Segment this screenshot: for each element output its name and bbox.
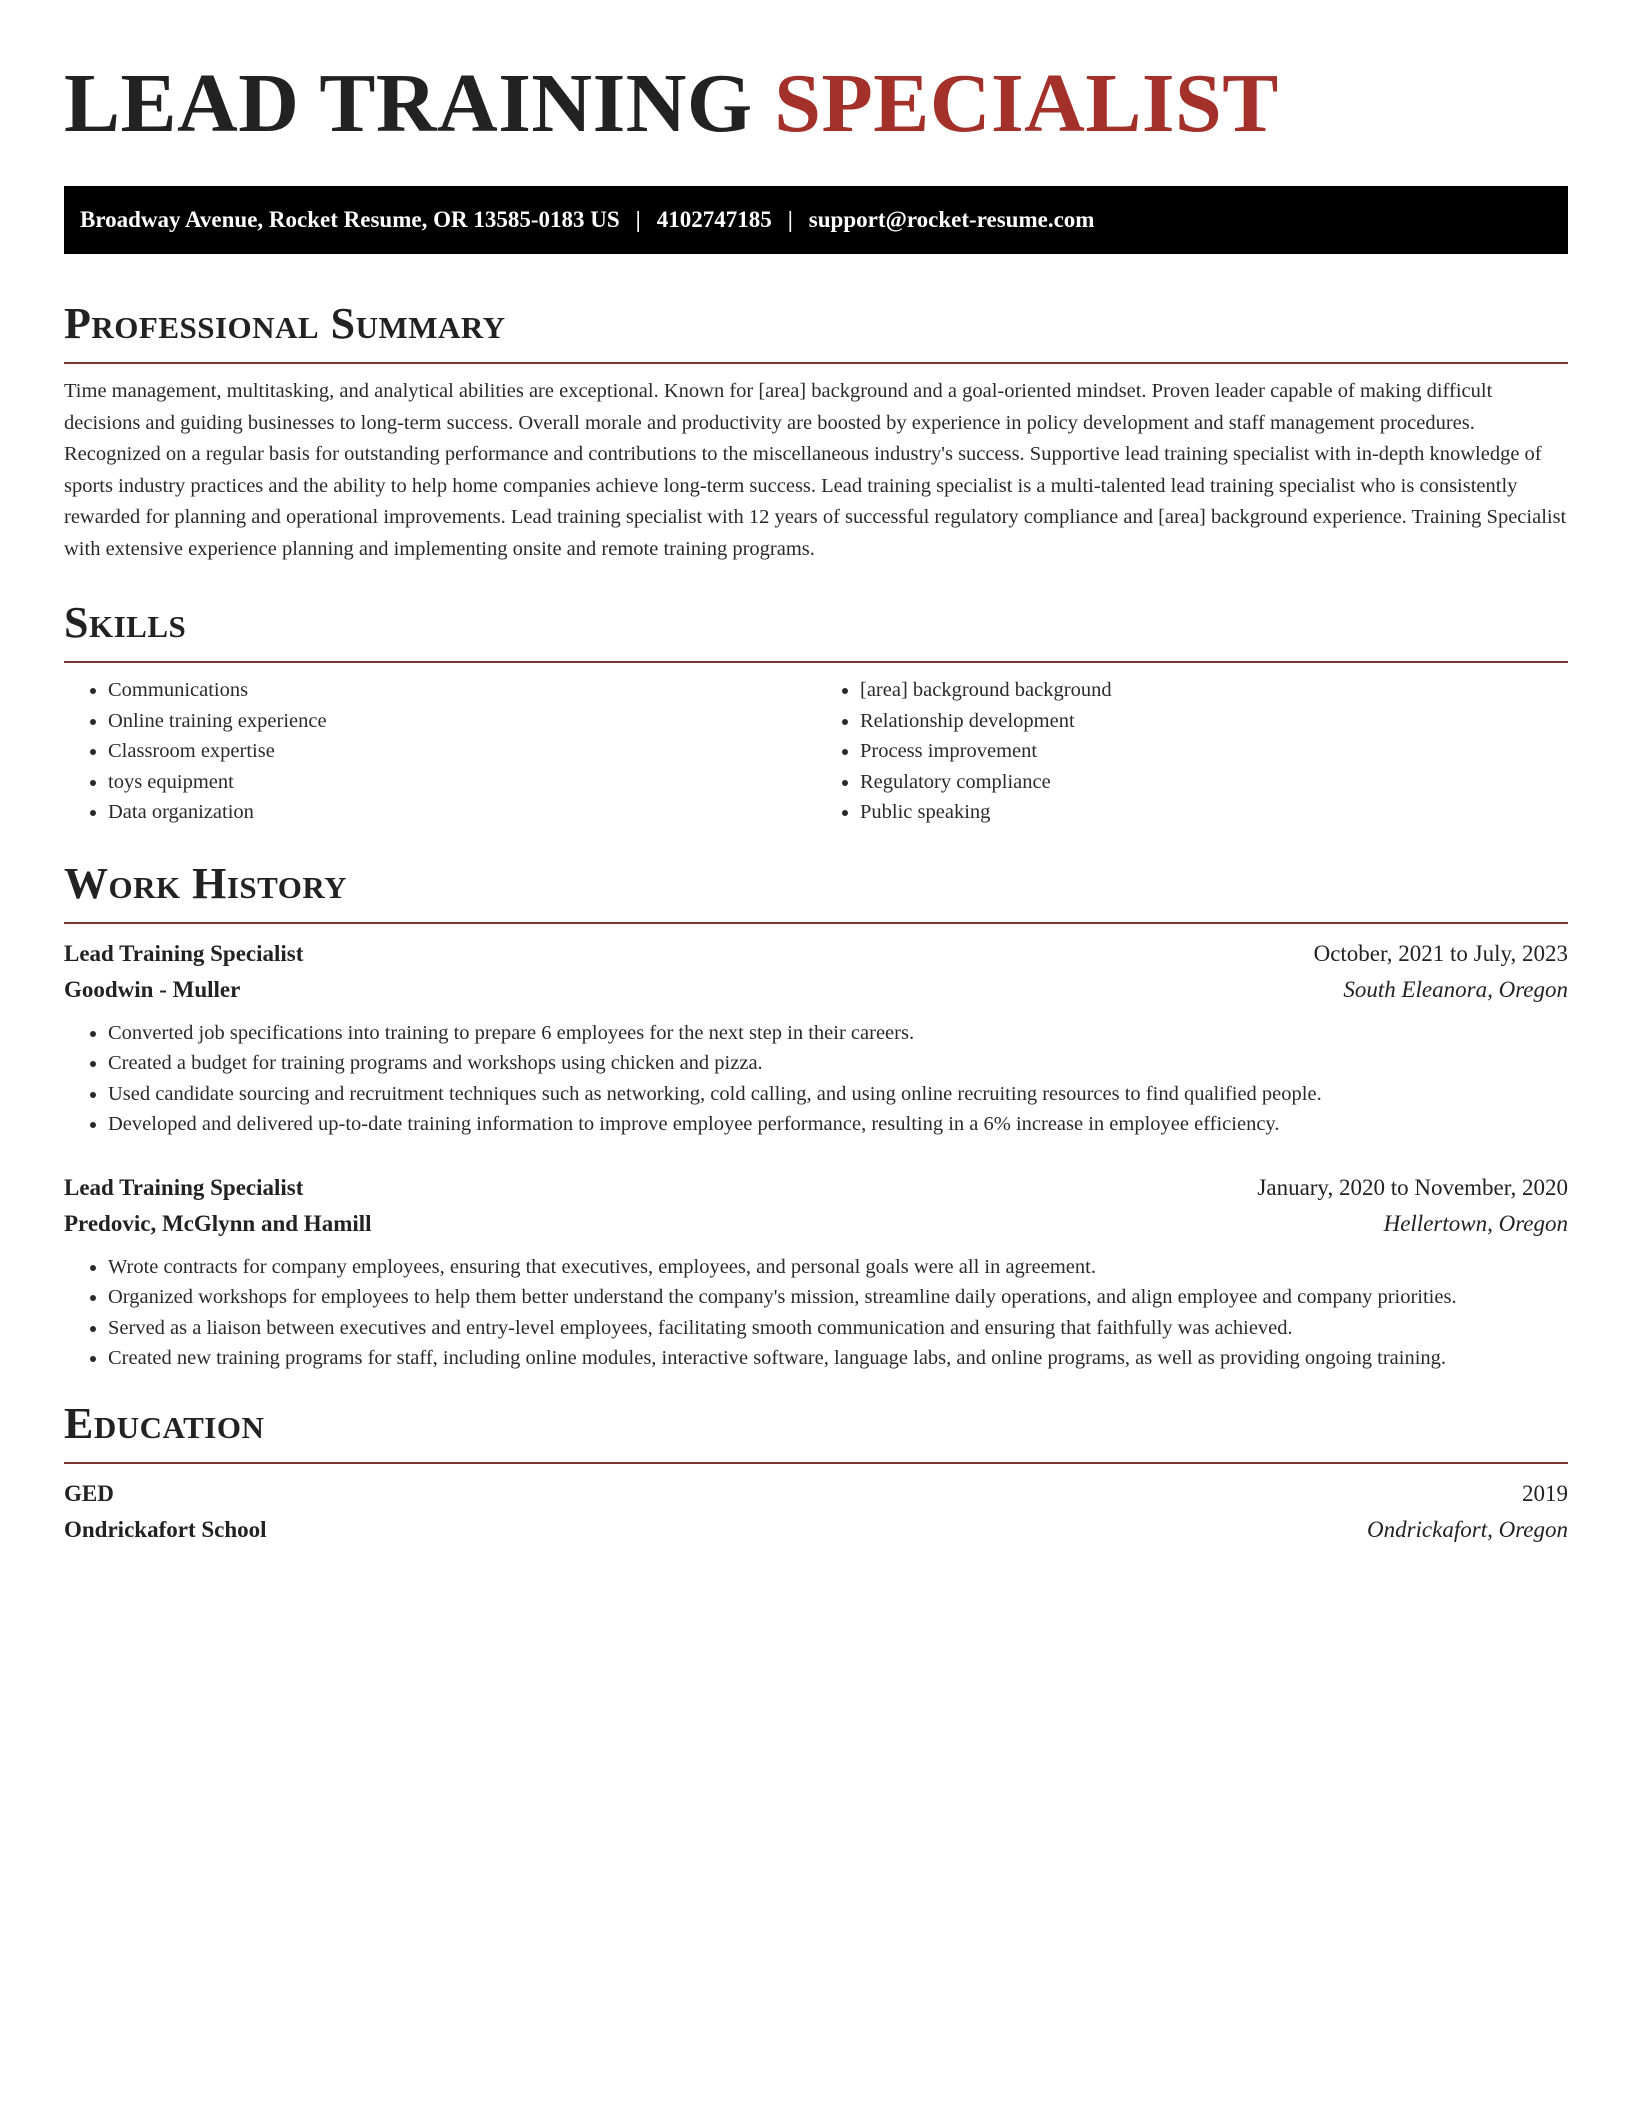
contact-address: Broadway Avenue, Rocket Resume, OR 13585-0183 US — [80, 207, 620, 232]
section-divider — [64, 1462, 1568, 1464]
job-company-row — [64, 1206, 1568, 1242]
education-school: Ondrickafort School — [64, 1516, 267, 1542]
education-degree: GED — [64, 1480, 114, 1506]
education-school-row — [64, 1512, 1568, 1548]
contact-separator: | — [787, 207, 793, 232]
skills-column-left — [64, 675, 816, 828]
skills-heading: Skills — [64, 598, 187, 647]
education-section — [64, 1400, 1568, 1548]
job-bullets — [64, 1252, 1568, 1374]
job-bullets — [64, 1018, 1568, 1140]
work-history-heading: Work History — [64, 858, 348, 908]
section-divider — [64, 922, 1568, 924]
section-divider — [64, 661, 1568, 663]
education-degree-row — [64, 1476, 1568, 1512]
job-dates: January, 2020 to November, 2020 — [1257, 1174, 1568, 1200]
skill-item: • Communications — [108, 675, 816, 706]
skill-item: • toys equipment — [108, 767, 816, 798]
contact-bar — [64, 186, 1568, 254]
job-bullet: • Wrote contracts for company employees, ensuring that executives, employees, and personal goals were all in agreement. — [108, 1252, 1568, 1283]
job-title: Lead Training Specialist — [64, 1174, 304, 1200]
job-bullet: • Served as a liaison between executives and entry-level employees, facilitating smooth communication and ensuring that faithfully was achieved. — [108, 1313, 1568, 1344]
job-bullet: • Created new training programs for staff, including online modules, interactive software, language labs, and online programs, as well as providing ongoing training. — [108, 1343, 1568, 1374]
skill-item: • Regulatory compliance — [860, 767, 1568, 798]
skill-item: • Classroom expertise — [108, 736, 816, 767]
education-heading: Education — [64, 1398, 265, 1448]
job-dates: October, 2021 to July, 2023 — [1313, 940, 1568, 966]
title-accent: SPECIALIST — [774, 57, 1279, 150]
job-company: Predovic, McGlynn and Hamill — [64, 1210, 372, 1236]
job-location: South Eleanora, Oregon — [1343, 976, 1568, 1002]
job-company-row — [64, 972, 1568, 1008]
skill-item: • Data organization — [108, 797, 816, 828]
summary-text: Time management, multitasking, and analytical abilities are exceptional. Known for [area] background and a goal-oriented mindset. Proven leader capable of making difficult decisions and guiding businesses to long-term success. Overall morale and productivity are boosted by experience in policy development and staff management procedures. Recognized on a regular basis for outstanding performance and contributions to the miscellaneous industry's success. Supportive lead training specialist with in-depth knowledge of sports industry practices and the ability to help home companies achieve long-term success. Lead training specialist is a multi-talented lead training specialist who is consistently rewarded for planning and operational improvements. Lead training specialist with 12 years of successful regulatory compliance and [area] background experience. Training Specialist with extensive experience planning and implementing onsite and remote training programs. — [64, 380, 1567, 560]
job-bullet: • Organized workshops for employees to help them better understand the company's mission, streamline daily operations, and align employee and company priorities. — [108, 1282, 1568, 1313]
resume-title — [64, 56, 1568, 152]
skills-column-right — [816, 675, 1568, 828]
job-header-row — [64, 936, 1568, 972]
job-bullet: • Developed and delivered up-to-date training information to improve employee performance, resulting in a 6% increase in employee efficiency. — [108, 1109, 1568, 1140]
skill-item: • Process improvement — [860, 736, 1568, 767]
job-location: Hellertown, Oregon — [1383, 1210, 1568, 1236]
contact-phone: 4102747185 — [656, 207, 772, 232]
section-divider — [64, 362, 1568, 364]
summary-heading: Professional Summary — [64, 299, 506, 348]
work-history-section — [64, 860, 1568, 1374]
job-entry — [64, 936, 1568, 1140]
job-bullet: • Used candidate sourcing and recruitment techniques such as networking, cold calling, and using online recruiting resources to find qualified people. — [108, 1079, 1568, 1110]
job-bullet: • Created a budget for training programs and workshops using chicken and pizza. — [108, 1048, 1568, 1079]
job-bullet: • Converted job specifications into training to prepare 6 employees for the next step in their careers. — [108, 1018, 1568, 1049]
skill-item: • Online training experience — [108, 706, 816, 737]
skill-item: • Relationship development — [860, 706, 1568, 737]
education-location: Ondrickafort, Oregon — [1366, 1516, 1568, 1542]
skills-list — [64, 675, 1568, 828]
summary-section — [64, 300, 1568, 565]
job-entry — [64, 1170, 1568, 1374]
skills-section — [64, 599, 1568, 828]
education-year: 2019 — [1522, 1480, 1568, 1506]
contact-separator: | — [635, 207, 641, 232]
skill-item: • [area] background background — [860, 675, 1568, 706]
contact-email: support@rocket-resume.com — [808, 207, 1095, 232]
job-company: Goodwin - Muller — [64, 976, 241, 1002]
job-header-row — [64, 1170, 1568, 1206]
job-title: Lead Training Specialist — [64, 940, 304, 966]
title-main: LEAD TRAINING — [64, 57, 753, 150]
skill-item: • Public speaking — [860, 797, 1568, 828]
